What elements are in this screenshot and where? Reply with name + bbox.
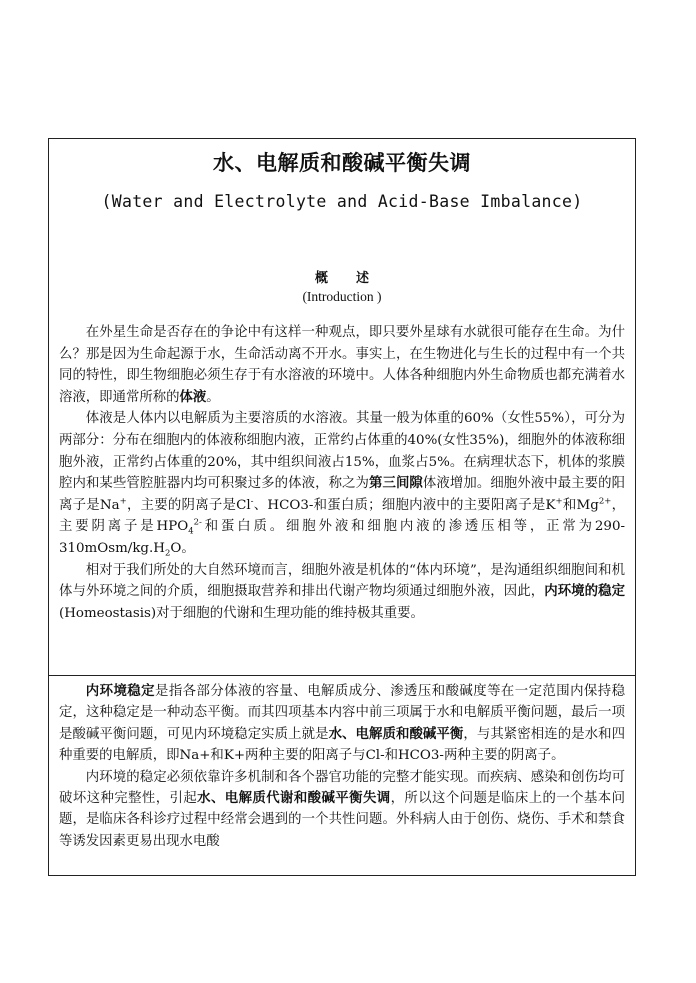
section-title-char-2: 述 [356, 271, 370, 286]
document-box-continued [48, 676, 636, 876]
paragraph-2: 体液是人体内以电解质为主要溶质的水溶液。其量一般为体重的60%（女性55%），可分为两部分：分布在细胞内的体液称细胞内液，正常约占体重的40%(女性35%)，细胞外的体液称细胞外液，正常约占体重的20%，其中组织间液占15%，血浆占5%。在病理状态下，机体的浆膜腔内和某些管腔脏器内均可积聚过多的体液，称之为第三间隙体液增加。细胞外液中最主要的阳离子是Na+，主要的阴离子是Cl-、HCO3-和蛋白质；细胞内液中的主要阳离子是K+和$Mg^{2+}$，主要阴离子是$HPO_4^{2-}$和蛋白质。细胞外液和细胞内液的渗透压相等，正常为$290-310mOsm/kg.H_2O$。 [59, 411, 626, 559]
continued-text [59, 681, 625, 852]
document-subtitle: (Water and Electrolyte and Acid-Base Imbalance) [101, 192, 583, 211]
document-title: 水、电解质和酸碱平衡失调 [213, 150, 471, 175]
document-box-intro [48, 138, 636, 676]
section-subtitle: (Introduction ) [302, 289, 382, 304]
paragraph-4: 内环境稳定是指各部分体液的容量、电解质成分、渗透压和酸碱度等在一定范围内保持稳定，这种稳定是一种动态平衡。而其四项基本内容中前三项属于水和电解质平衡问题，最后一项是酸碱平衡问题，可见内环境稳定实质上就是水、电解质和酸碱平衡，与其紧密相连的是水和四种重要的电解质，即Na+和K+两种主要的阳离子与Cl-和HCO3-两种主要的阴离子。 [59, 683, 626, 764]
paragraph-3: 相对于我们所处的大自然环境而言，细胞外液是机体的“体内环境”，是沟通组织细胞间和机体与外环境之间的介质，细胞摄取营养和排出代谢产物均须通过细胞外液，因此，内环境的稳定(Homeostasis)对于细胞的代谢和生理功能的维持极其重要。 [59, 562, 626, 621]
section-title [49, 267, 635, 286]
paragraph-5: 内环境的稳定必须依靠许多机制和各个器官功能的完整才能实现。而疾病、感染和创伤均可破坏这种完整性，引起水、电解质代谢和酸碱平衡失调，所以这个问题是临床上的一个基本问题，是临床各科诊疗过程中经常会遇到的一个共性问题。外科病人由于创伤、烧伤、手术和禁食等诱发因素更易出现水电酸 [59, 769, 626, 849]
intro-text [59, 322, 625, 624]
section-title-char-1: 概 [314, 271, 328, 286]
paragraph-1: 在外星生命是否存在的争论中有这样一种观点，即只要外星球有水就很可能存在生命。为什么？那是因为生命起源于水，生命活动离不开水。事实上，在生物进化与生长的过程中有一个共同的特性，即生物细胞必须生存于有水溶液的环境中。人体各种细胞内外生命物质也都充满着水溶液，即通常所称的体液。 [59, 325, 625, 405]
